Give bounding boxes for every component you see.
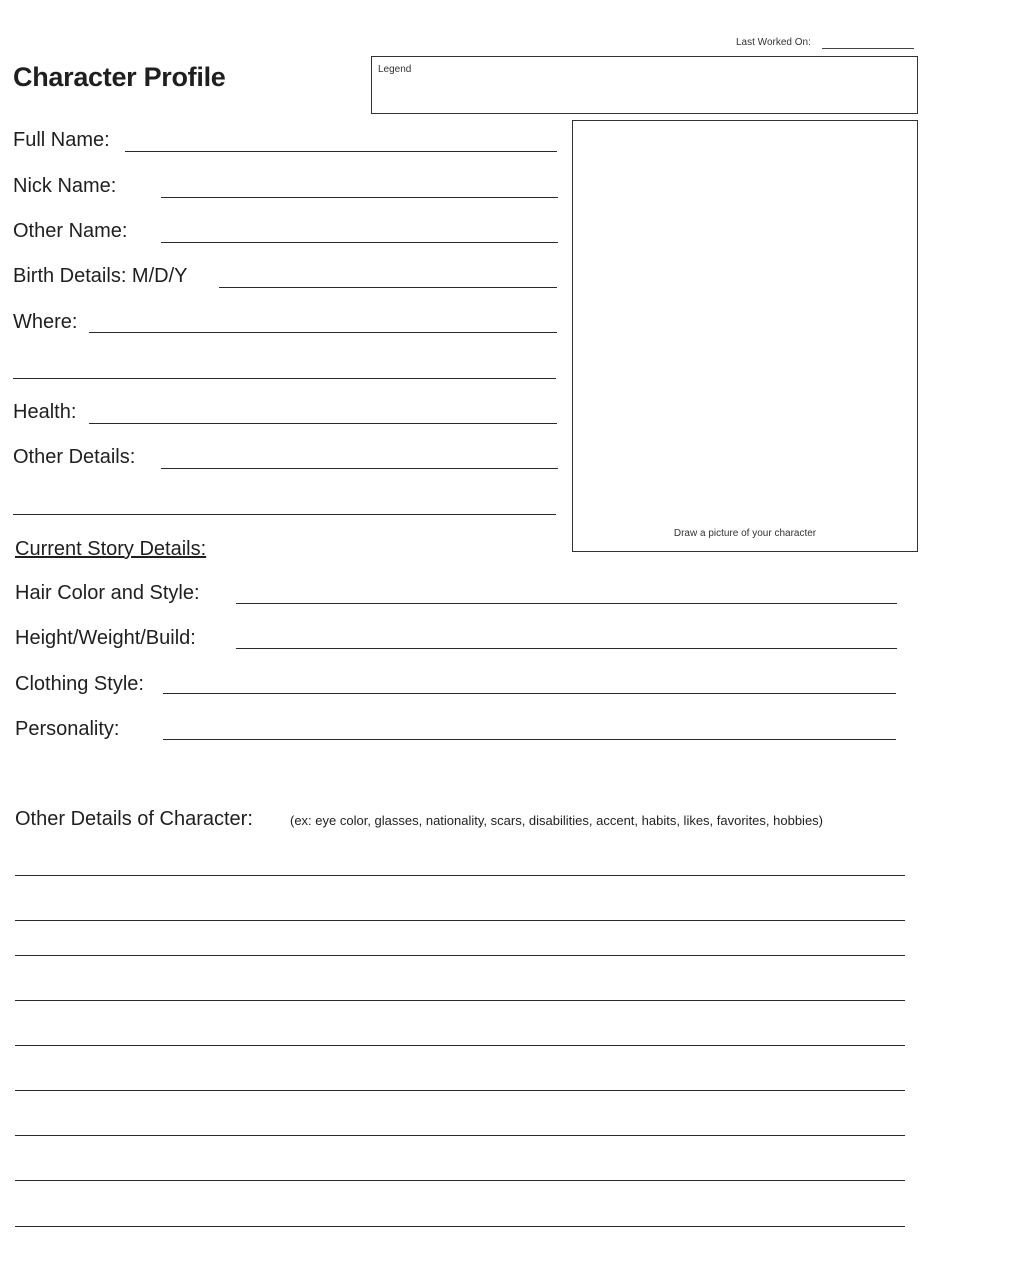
other-name-label: Other Name: [13, 220, 128, 242]
other-details-label: Other Details: [13, 446, 136, 468]
last-worked-on-label: Last Worked On: [736, 37, 811, 48]
height-weight-build-line[interactable] [236, 648, 897, 649]
hair-line[interactable] [236, 603, 897, 604]
clothing-style-label: Clothing Style: [15, 673, 144, 695]
current-story-heading: Current Story Details: [15, 538, 207, 560]
birth-details-label: Birth Details: M/D/Y [13, 265, 188, 287]
notes-line-8[interactable] [15, 1180, 905, 1181]
other-character-heading: Other Details of Character: [15, 808, 253, 830]
nick-name-label: Nick Name: [13, 175, 117, 197]
notes-line-5[interactable] [15, 1045, 905, 1046]
legend-label: Legend [378, 64, 412, 75]
full-name-label: Full Name: [13, 129, 110, 151]
notes-line-7[interactable] [15, 1135, 905, 1136]
other-details-line-2[interactable] [13, 514, 556, 515]
other-details-line[interactable] [161, 468, 558, 469]
birth-details-line[interactable] [219, 287, 557, 288]
legend-box[interactable] [371, 56, 918, 114]
other-name-line[interactable] [161, 242, 558, 243]
where-label: Where: [13, 311, 78, 333]
picture-caption: Draw a picture of your character [673, 528, 817, 539]
notes-line-9[interactable] [15, 1226, 905, 1227]
notes-line-1[interactable] [15, 875, 905, 876]
health-line[interactable] [89, 423, 557, 424]
notes-line-2[interactable] [15, 920, 905, 921]
health-label: Health: [13, 401, 77, 423]
where-line-2[interactable] [13, 378, 556, 379]
last-worked-on-line[interactable] [822, 48, 914, 49]
hair-label: Hair Color and Style: [15, 582, 200, 604]
page-title: Character Profile [13, 62, 226, 92]
other-character-hint: (ex: eye color, glasses, nationality, scars, disabilities, accent, habits, likes, favorites, hobbies) [290, 813, 824, 828]
character-picture-box[interactable] [572, 120, 918, 552]
notes-line-4[interactable] [15, 1000, 905, 1001]
height-weight-build-label: Height/Weight/Build: [15, 627, 196, 649]
clothing-style-line[interactable] [163, 693, 896, 694]
full-name-line[interactable] [125, 151, 557, 152]
notes-line-6[interactable] [15, 1090, 905, 1091]
personality-line[interactable] [163, 739, 896, 740]
where-line[interactable] [89, 332, 557, 333]
notes-line-3[interactable] [15, 955, 905, 956]
personality-label: Personality: [15, 718, 120, 740]
nick-name-line[interactable] [161, 197, 558, 198]
